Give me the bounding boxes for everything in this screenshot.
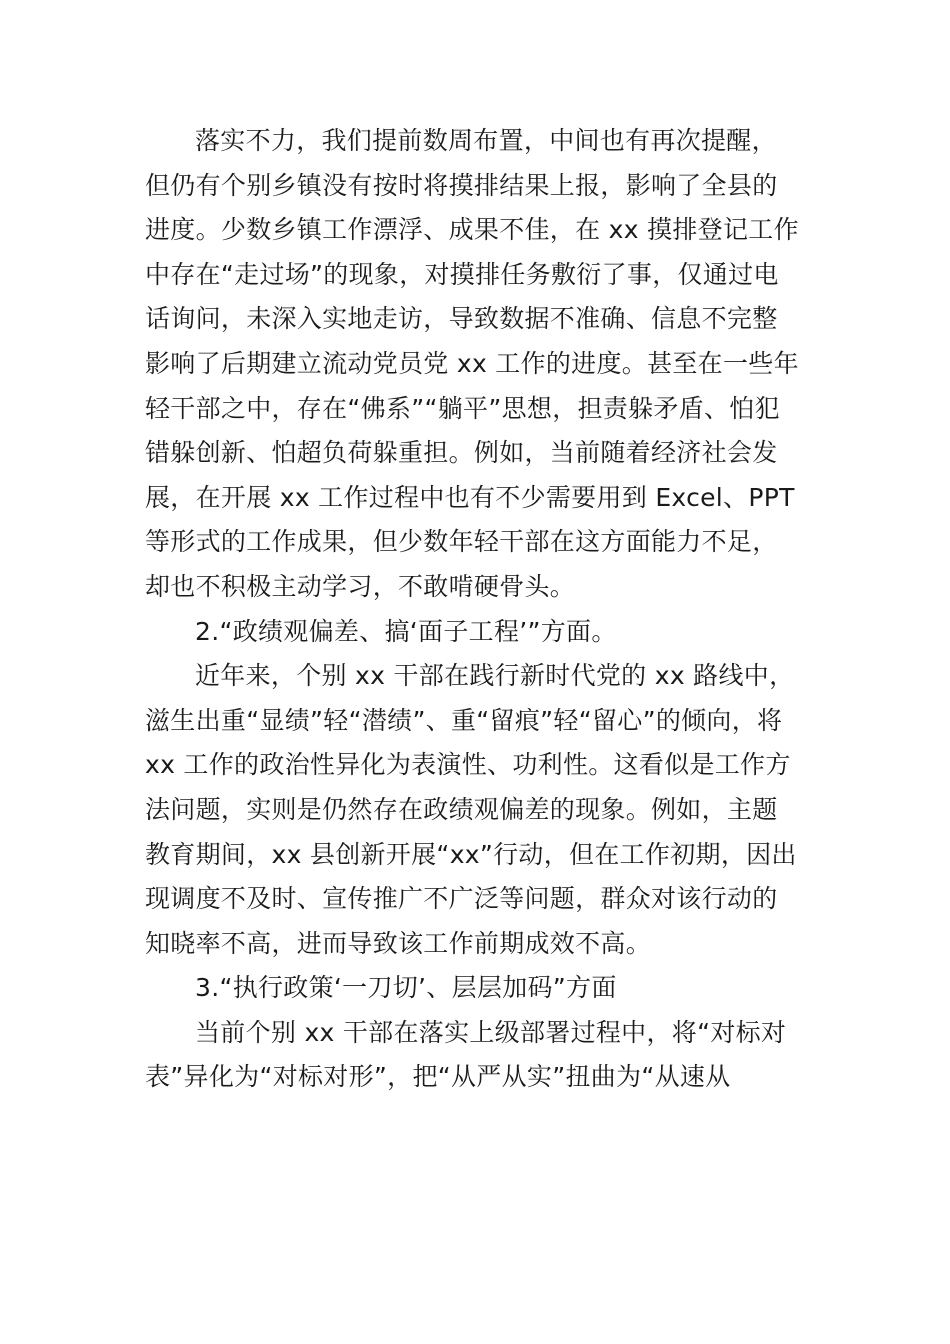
text-line: xx 工作的政治性异化为表演性、功利性。这看似是工作方 [145,750,791,780]
text-line: 轻干部之中，存在“佛系”“躺平”思想，担责躲矛盾、怕犯 [145,393,780,423]
text-line: 法问题，实则是仍然存在政绩观偏差的现象。例如，主题 [145,794,778,824]
text-line: 知晓率不高，进而导致该工作前期成效不高。 [145,928,652,958]
text-line: 滋生出重“显绩”轻“潜绩”、重“留痕”轻“留心”的倾向，将 [145,705,783,735]
text-line: 教育期间，xx 县创新开展“xx”行动，但在工作初期，因出 [145,839,797,869]
text-line: 表”异化为“对标对形”，把“从严从实”扭曲为“从速从 [145,1062,731,1092]
text-line: 话询问，未深入实地走访，导致数据不准确、信息不完整 [145,304,778,334]
text-line: 落实不力，我们提前数周布置，中间也有再次提醒， [195,126,777,155]
text-line: 进度。少数乡镇工作漂浮、成果不佳，在 xx 摸排登记工作 [145,215,799,245]
text-line: 现调度不及时、宣传推广不广泛等问题，群众对该行动的 [145,884,778,914]
document-body [145,119,815,1100]
text-line: 展，在开展 xx 工作过程中也有不少需要用到 Excel、PPT [145,482,795,512]
text-line: 错躲创新、怕超负荷躲重担。例如，当前随着经济社会发 [145,438,778,468]
text-line: 中存在“走过场”的现象，对摸排任务敷衍了事，仅通过电 [145,259,779,289]
text-line: 却也不积极主动学习，不敢啃硬骨头。 [145,571,576,601]
text-line: 等形式的工作成果，但少数年轻干部在这方面能力不足， [145,527,778,557]
section-heading: 2.“政绩观偏差、搞‘面子工程’”方面。 [195,616,617,646]
text-line: 近年来，个别 xx 干部在践行新时代党的 xx 路线中， [195,661,795,691]
section-heading: 3.“执行政策‘一刀切’、层层加码”方面 [195,973,617,1003]
text-line: 影响了后期建立流动党员党 xx 工作的进度。甚至在一些年 [145,348,799,378]
text-line: 但仍有个别乡镇没有按时将摸排结果上报，影响了全县的 [145,170,778,200]
text-line: 当前个别 xx 干部在落实上级部署过程中，将“对标对 [195,1017,787,1047]
